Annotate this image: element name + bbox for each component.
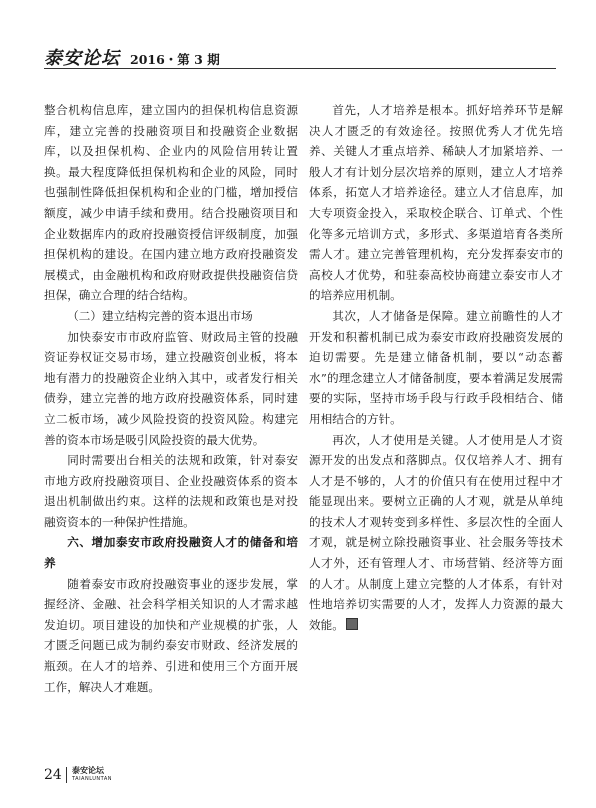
paragraph-text: 同时需要出台相关的法规和政策，针对泰安市地方政府投融资项目、企业投融资体系的资本退出机制做出约束。这样的法规和政策也是对投融资资本的一种保护性措施。 [44,453,298,529]
right-column [309,100,563,635]
paragraph-text: 再次，人才使用是关键。人才使用是人才资源开发的出发点和落脚点。仅仅培养人才、拥有人才是不够的，人才的价值只有在使用过程中才能显现出来。要树立正确的人才观，就是从单纯的技术人才观转变到多样性、多层次性的全面人才观，就是树立除投融资事业、社会服务等技术人才外，还有管理人才、市场营销、经济等方面的人才。从制度上建立完整的人才体系，有针对性地培养切实需要的人才，发挥人力资源的最大效能。 [309,432,563,632]
journal-logo: 泰安论坛 [44,48,120,69]
footer-journal-title: 泰安论坛 [72,765,104,775]
left-column [44,100,298,697]
body-paragraph [44,574,298,698]
body-paragraph [309,430,563,636]
header-rule [44,68,556,69]
page-number: 24 [44,767,62,783]
page-footer [44,764,244,788]
issue-label: 2016・第 3 期 [130,52,220,67]
body-paragraph [44,100,298,306]
footer-divider [66,767,67,783]
section-heading [44,532,298,573]
paragraph-text: 其次，人才储备是保障。建立前瞻性的人才开发和积蓄机制已成为泰安市政府投融资发展的迫切需要。先是建立储备机制，要以“动态蓄水”的理念建立人才储备制度，要本着满足发展需要的实际，坚持市场手段与行政手段相结合、储用相结合的方针。 [309,308,563,426]
paragraph-text: 加快泰安市市政府监管、财政局主管的投融资证券权证交易市场，建立投融资创业板，将本地有潜力的投融资企业纳入其中，或者发行相关债券，建立完善的地方政府投融资体系，同时建立二板市场，减少风险投资的投资风险。构建完善的资本市场是吸引风险投资的最大优势。 [44,329,298,447]
paragraph-text: 六、增加泰安市政府投融资人才的储备和培养 [44,535,298,571]
body-paragraph [44,327,298,451]
paragraph-text: 随着泰安市政府投融资事业的逐步发展，掌握经济、金融、社会科学相关知识的人才需求越发迫切。项目建设的加快和产业规模的扩张，人才匮乏问题已成为制约泰安市财政、经济发展的瓶颈。在人才的培养、引进和使用三个方面开展工作，解决人才难题。 [44,576,298,694]
paragraph-text: （二）建立结构完善的资本退出市场 [67,308,253,323]
paragraph-text: 整合机构信息库，建立国内的担保机构信息资源库，建立完善的投融资项目和投融资企业数据库，以及担保机构、企业内的风险信用转让置换。最大程度降低担保机构和企业的风险，同时也强制性降低担保机构和企业的门槛，增加授信额度，减少申请手续和费用。结合投融资项目和企业数据库内的政府投融资授信评级制度，加强担保机构的建设。在国内建立地方政府投融资发展模式，由金融机构和政府财政提供投融资信贷担保，确立合理的结合结构。 [44,103,298,303]
subsection-heading [44,306,298,327]
end-of-article-icon [346,618,358,630]
body-paragraph [309,306,563,430]
body-paragraph [309,100,563,306]
footer-journal-pinyin: TAIANLUNTAN [72,776,112,782]
paragraph-text: 首先，人才培养是根本。抓好培养环节是解决人才匮乏的有效途径。按照优秀人才优先培养、关键人才重点培养、稀缺人才加紧培养、一般人才有计划分层次培养的原则，建立人才培养体系，拓宽人才培养途径。建立人才信息库，加大专项资金投入，采取校企联合、订单式、个性化等多元培训方式，多形式、多渠道培育各类所需人才。建立完善管理机构，充分发挥泰安市的高校人才优势，和驻泰高校协商建立泰安市人才的培养应用机制。 [309,103,563,303]
body-paragraph [44,450,298,532]
